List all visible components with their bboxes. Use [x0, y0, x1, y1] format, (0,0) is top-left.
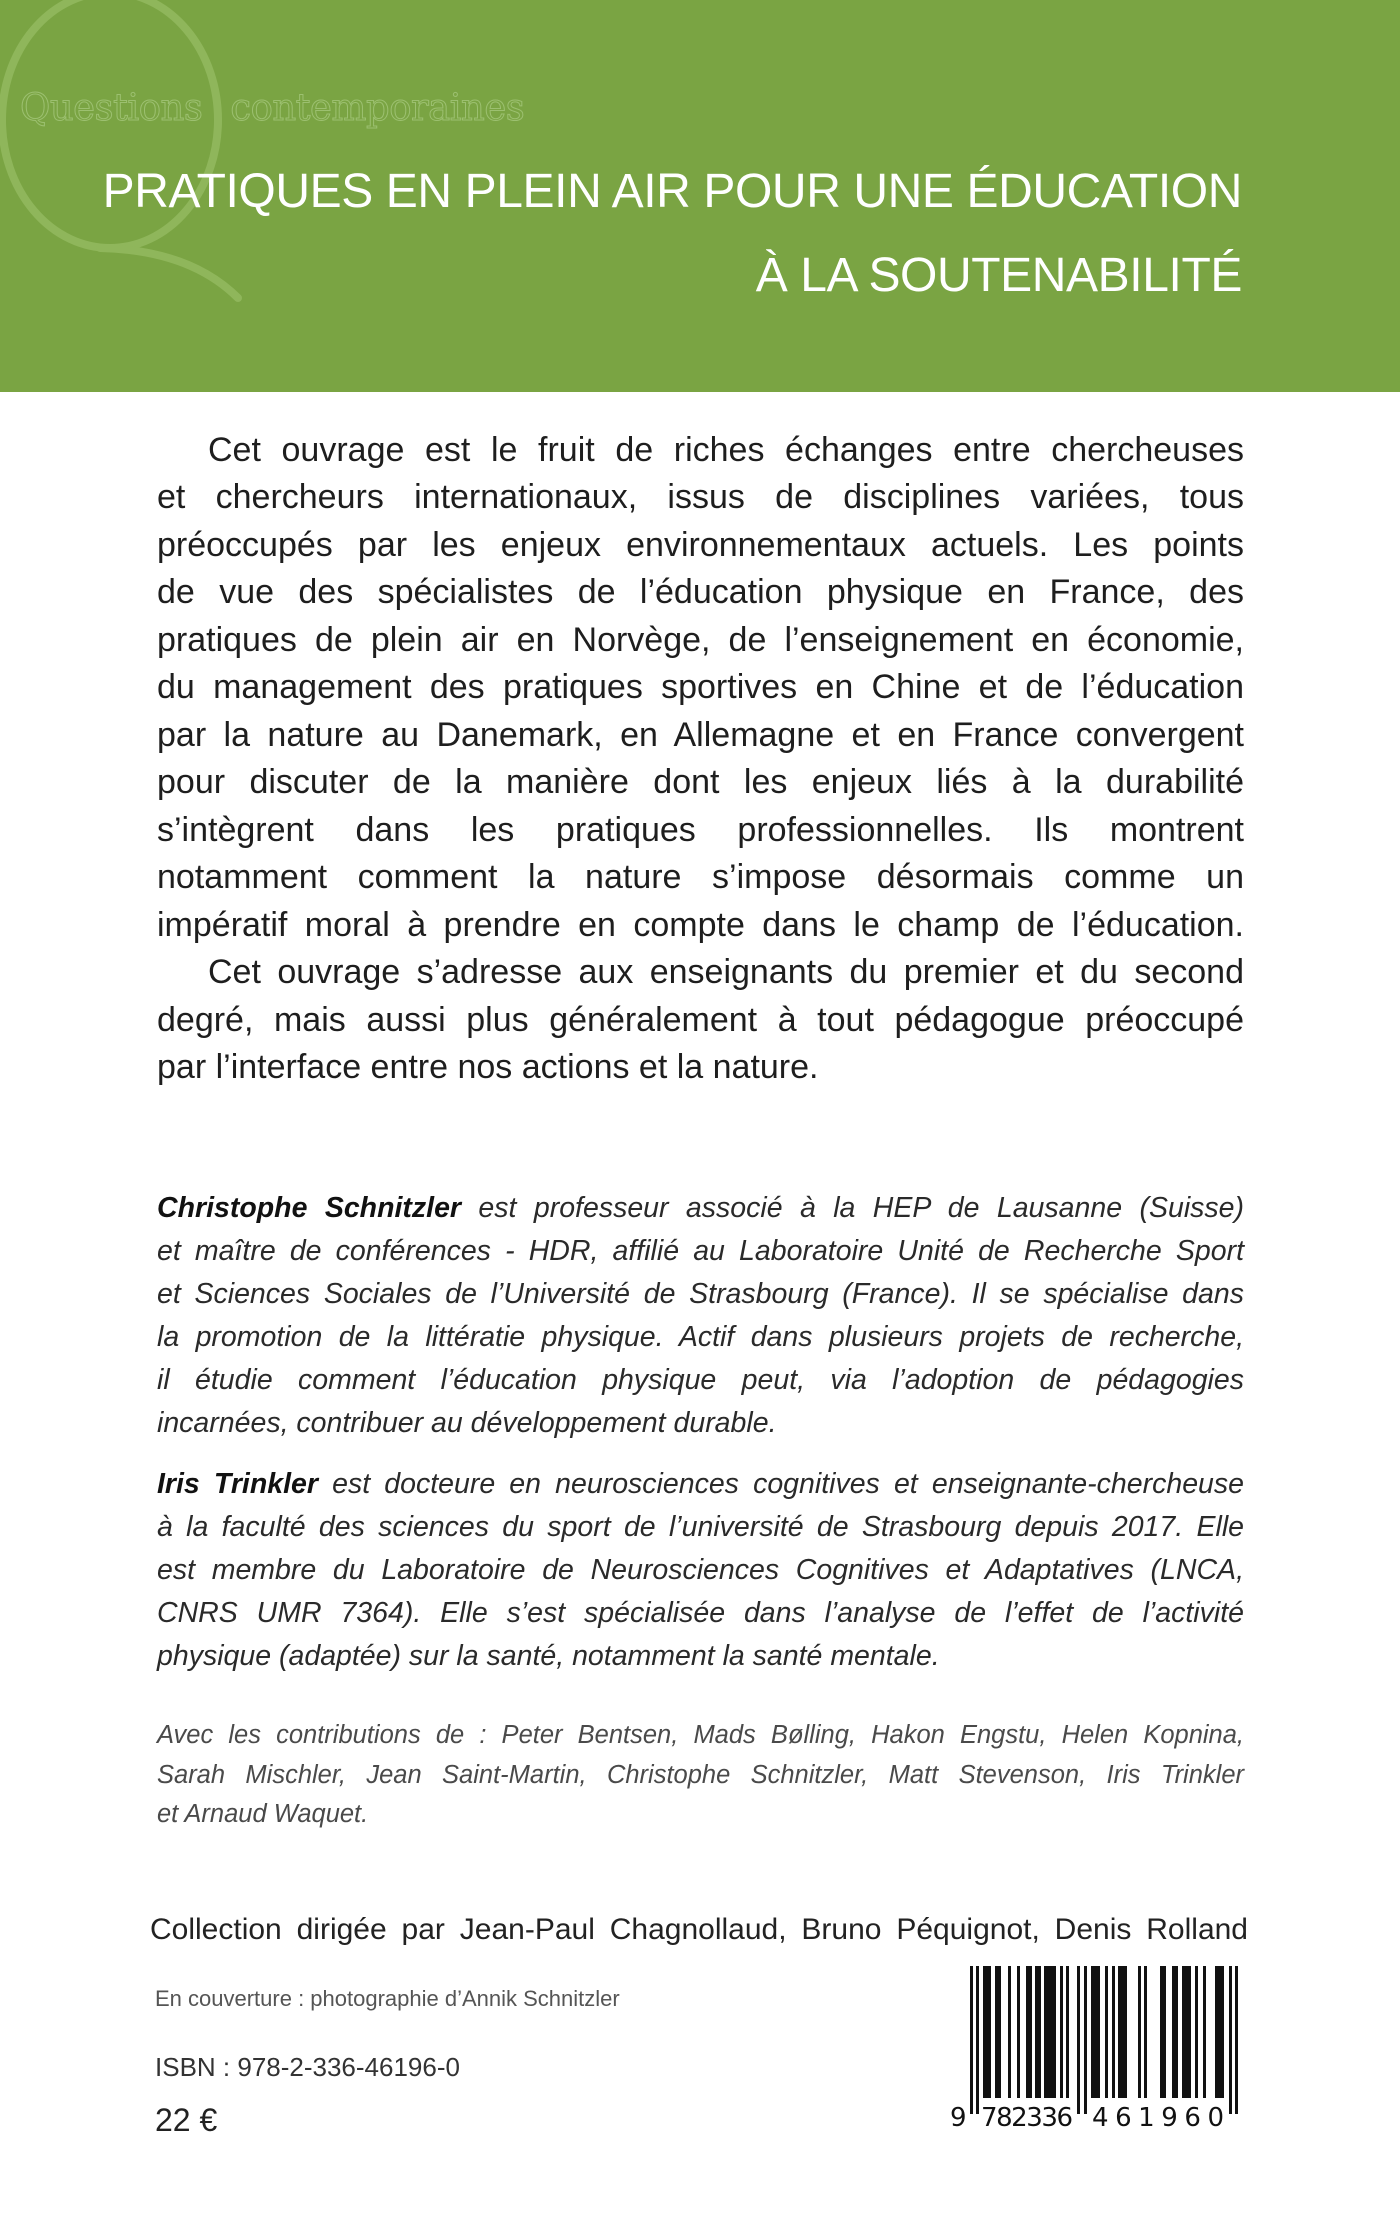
- bio-line: à la faculté des sciences du sport de l’université de Strasbourg depuis 2017. Elle: [157, 1511, 1244, 1543]
- blurb-line: Cet ouvrage est le fruit de riches échanges entre chercheuses: [208, 431, 1244, 469]
- blurb-line: s’intègrent dans les pratiques professionnelles. Ils montrent: [157, 811, 1244, 849]
- blurb-line: préoccupés par les enjeux environnementaux actuels. Les points: [157, 526, 1244, 564]
- series-name: [20, 86, 524, 129]
- bio-line: [157, 1187, 1244, 1230]
- blurb-line: degré, mais aussi plus généralement à tout pédagogue préoccupé: [157, 1001, 1244, 1039]
- blurb-line: pour discuter de la manière dont les enjeux liés à la durabilité: [157, 763, 1244, 801]
- contributions-line: Avec les contributions de : Peter Bentsen, Mads Bølling, Hakon Engstu, Helen Kopnina,: [157, 1721, 1244, 1749]
- cover-photo-credit: En couverture : photographie d’Annik Schnitzler: [155, 1986, 620, 2011]
- blurb-line: de vue des spécialistes de l’éducation physique en France, des: [157, 573, 1244, 611]
- bio-line: et Sciences Sociales de l’Université de Strasbourg (France). Il se spécialise dans: [157, 1278, 1244, 1310]
- book-title-line-1: PRATIQUES EN PLEIN AIR POUR UNE ÉDUCATION: [102, 165, 1242, 218]
- bio-line: la promotion de la littératie physique. Actif dans plusieurs projets de recherche,: [157, 1321, 1244, 1353]
- contributions-line: et Arnaud Waquet.: [157, 1800, 369, 1828]
- barcode-right-digits: 461960: [1092, 2103, 1224, 2133]
- bio-line: [157, 1463, 1244, 1506]
- series-name-word-2: contemporaines: [230, 86, 525, 129]
- blurb-line: et chercheurs internationaux, issus de disciplines variées, tous: [157, 478, 1244, 516]
- blurb-line: notamment comment la nature s’impose désormais comme un: [157, 858, 1244, 896]
- book-title-line-2: À LA SOUTENABILITÉ: [755, 249, 1242, 302]
- blurb-line: Cet ouvrage s’adresse aux enseignants du premier et du second: [208, 953, 1244, 991]
- blurb-line: par la nature au Danemark, en Allemagne et en France convergent: [157, 716, 1244, 754]
- author-name: Christophe Schnitzler: [157, 1192, 462, 1224]
- series-name-word-1: Questions: [20, 86, 203, 129]
- blurb-line: du management des pratiques sportives en Chine et de l’éducation: [157, 668, 1244, 706]
- bio-line: physique (adaptée) sur la santé, notamment la santé mentale.: [157, 1640, 940, 1672]
- series-q-logo-icon: [0, 0, 300, 320]
- blurb-line: par l’interface entre nos actions et la nature.: [157, 1048, 819, 1086]
- blurb-line: impératif moral à prendre en compte dans le champ de l’éducation.: [157, 906, 1244, 944]
- author-name: Iris Trinkler: [157, 1468, 318, 1500]
- bio-line: incarnées, contribuer au développement durable.: [157, 1407, 777, 1439]
- bio-line: est membre du Laboratoire de Neurosciences Cognitives et Adaptatives (LNCA,: [157, 1554, 1244, 1586]
- bio-line: il étudie comment l’éducation physique peut, via l’adoption de pédagogies: [157, 1364, 1244, 1396]
- barcode-first-digit: 9: [950, 2103, 967, 2133]
- barcode-icon: [950, 1966, 1248, 2136]
- barcode: [950, 1966, 1248, 2136]
- blurb-line: pratiques de plein air en Norvège, de l’enseignement en économie,: [157, 621, 1244, 659]
- bio-text: est professeur associé à la HEP de Lausanne (Suisse): [461, 1192, 1244, 1224]
- collection-editors: Collection dirigée par Jean-Paul Chagnollaud, Bruno Péquignot, Denis Rolland: [150, 1913, 1248, 1946]
- price: 22 €: [155, 2102, 218, 2138]
- bio-line: et maître de conférences - HDR, affilié au Laboratoire Unité de Recherche Sport: [157, 1235, 1244, 1267]
- bio-text: est docteure en neurosciences cognitives et enseignante-chercheuse: [317, 1468, 1244, 1500]
- barcode-left-digits: 782336: [981, 2103, 1073, 2133]
- bio-line: CNRS UMR 7364). Elle s’est spécialisée dans l’analyse de l’effet de l’activité: [157, 1597, 1244, 1629]
- header-band: [0, 0, 1400, 392]
- contributions-line: Sarah Mischler, Jean Saint-Martin, Christophe Schnitzler, Matt Stevenson, Iris Trinkler: [157, 1761, 1244, 1789]
- isbn: ISBN : 978-2-336-46196-0: [155, 2052, 460, 2082]
